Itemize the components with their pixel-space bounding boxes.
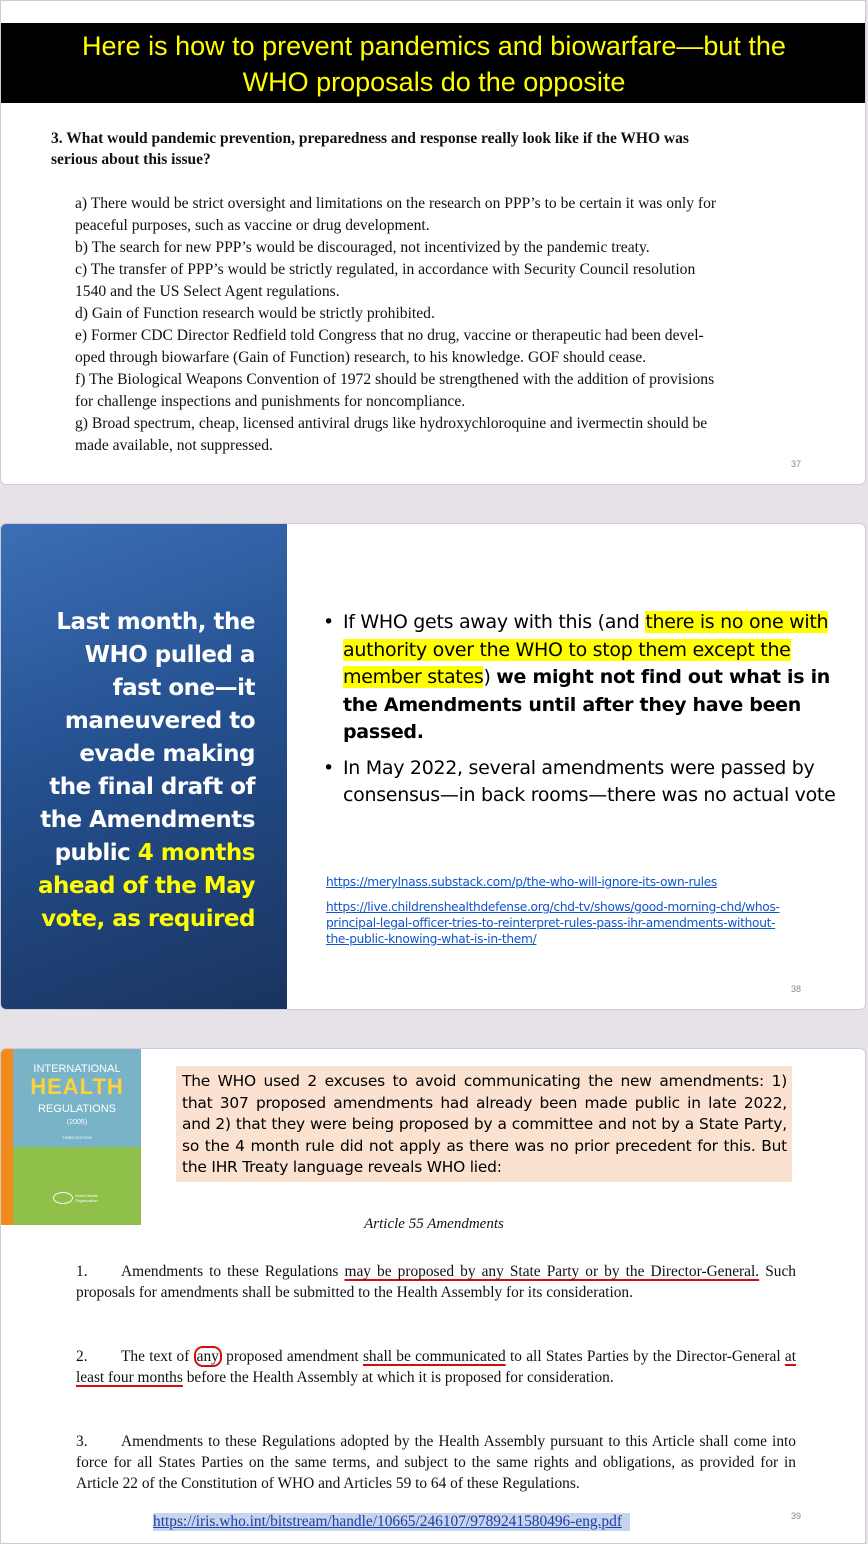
link-childrenshealthdefense[interactable]: https://live.childrenshealthdefense.org/chd-tv/shows/good-morning-chd/whos-principal-legal-officer-tries-to-reinterpret-rules-pass-ihr-amendments-without-the-public-knowing-what-is-in-them/ [326, 900, 780, 946]
cover-text: INTERNATIONAL [33, 1063, 121, 1075]
left-yellow-text: vote, as required [41, 906, 255, 932]
article-title: Article 55 Amendments [364, 1216, 504, 1232]
left-public: public [54, 840, 138, 866]
left-line [5, 837, 255, 870]
slide-38 [0, 523, 866, 1010]
page-number: 37 [791, 459, 802, 469]
bold-text: we might not find out what is in the Amendments until after they have been passed. [343, 666, 831, 743]
red-underlined-text: may be proposed by any State Party or by the Director-General. [344, 1263, 760, 1280]
paragraph-number: 3. [76, 1433, 88, 1450]
cover-title: HEALTH [30, 1074, 124, 1099]
cover-green-block [13, 1147, 141, 1225]
highlighted-text: there is no one with authority over the WHO to stop them except the member states [343, 611, 829, 688]
red-underlined-text: at least four months [76, 1348, 796, 1386]
answer-line: 1540 and the US Select Agent regulations. [75, 283, 340, 300]
who-logo-icon [53, 1192, 73, 1204]
left-line: the Amendments [40, 807, 255, 833]
bullet-item [323, 609, 848, 747]
article-paragraph-3 [76, 1431, 796, 1494]
link-merylnass[interactable]: https://merylnass.substack.com/p/the-who-will-ignore-its-own-rules [326, 875, 717, 889]
left-blue-panel [1, 524, 287, 1010]
bullet-text: ) [483, 666, 497, 688]
ihr-book-cover [1, 1049, 141, 1225]
paragraph-text: to all States Parties by the Director-General [505, 1348, 785, 1365]
answer-line: g) Broad spectrum, cheap, licensed antiviral drugs like hydroxychloroquine and ivermectin should be [75, 415, 708, 432]
slide-title-banner [1, 23, 866, 103]
callout-box: The WHO used 2 excuses to avoid communicating the new amendments: 1) that 307 proposed amendments had already been made public in late 2022, and 2) that they were being proposed by a committee and not by a State Party, so the 4 month rule did not apply as there was no prior precedent for this. But the IHR Treaty language reveals WHO lied: [176, 1066, 792, 1182]
who-source-link[interactable]: https://iris.who.int/bitstream/handle/10665/246107/9789241580496-eng.pdf [153, 1513, 630, 1531]
answer-line: c) The transfer of PPP’s would be strictly regulated, in accordance with Security Council resolution [75, 261, 696, 278]
paragraph-number: 1. [76, 1263, 88, 1280]
left-panel-text [5, 606, 255, 936]
cover-orange-strip [1, 1049, 13, 1225]
banner-line-2: WHO proposals do the opposite [242, 67, 626, 97]
left-line: maneuvered to [64, 708, 255, 734]
left-line: WHO pulled a [84, 642, 255, 668]
bullet-item [323, 755, 848, 810]
bullet-text: In May 2022, several amendments were passed by consensus—in back rooms—there was no actual vote [343, 756, 836, 806]
page-number: 38 [791, 984, 802, 994]
paragraph-text: Such proposals for amendments shall be submitted to the Health Assembly for its consideration. [76, 1263, 796, 1301]
slide-37 [0, 0, 866, 485]
slide-39 [0, 1048, 866, 1544]
answer-line: f) The Biological Weapons Convention of 1972 should be strengthened with the addition of provisions [75, 371, 715, 388]
question-line-1: 3. What would pandemic prevention, preparedness and response really look like if the WHO was [51, 130, 689, 147]
bullet-list [323, 609, 848, 818]
article-paragraph-2 [76, 1346, 796, 1388]
article-paragraph-1 [76, 1261, 796, 1303]
cover-edition: THIRD EDITION [62, 1135, 92, 1140]
paragraph-text: Amendments to these Regulations adopted by the Health Assembly pursuant to this Article shall come into force for all States Parties on the same terms, and subject to the same rights and obligations, as provided for in Article 22 of the Constitution of WHO and Articles 59 to 64 of these Regulations. [76, 1433, 796, 1492]
answer-line: for challenge inspections and punishments for noncompliance. [75, 393, 466, 410]
answer-line: b) The search for new PPP’s would be discouraged, not incentivized by the pandemic treaty. [75, 239, 650, 256]
cover-year: (2005) [66, 1119, 88, 1126]
answer-line: oped through biowarfare (Gain of Function) research, to his knowledge. GOF should cease. [75, 349, 647, 366]
paragraph-number: 2. [76, 1348, 88, 1365]
left-line: the final draft of [49, 774, 255, 800]
left-line: Last month, the [56, 609, 255, 635]
red-circled-word: any [194, 1346, 222, 1367]
answer-line: peaceful purposes, such as vaccine or drug development. [75, 217, 430, 234]
cover-org: World Health Organization [75, 1193, 99, 1203]
left-yellow-text: ahead of the May [38, 873, 255, 899]
page-number: 39 [791, 1511, 802, 1521]
bullet-marker: • [323, 756, 334, 779]
answer-line: d) Gain of Function research would be strictly prohibited. [75, 305, 435, 322]
answer-line: made available, not suppressed. [75, 437, 273, 454]
answer-line: a) There would be strict oversight and limitations on the research on PPP’s to be certain it was only for [75, 195, 717, 212]
bullet-marker: • [323, 611, 334, 633]
banner-line-1: Here is how to prevent pandemics and biowarfare—but the [82, 31, 786, 61]
left-line: evade making [79, 741, 255, 767]
cover-text: REGULATIONS [37, 1103, 117, 1115]
left-line: fast one—it [112, 675, 255, 701]
paragraph-text: before the Health Assembly at which it is proposed for consideration. [182, 1369, 614, 1386]
red-underlined-text: shall be communicated [362, 1348, 506, 1365]
question-line-2: serious about this issue? [51, 151, 211, 168]
answer-list [75, 193, 835, 457]
paragraph-text: The text of [121, 1348, 194, 1365]
bullet-text: If WHO gets away with this (and [343, 611, 646, 633]
reference-links [326, 874, 796, 956]
answer-line: e) Former CDC Director Redfield told Congress that no drug, vaccine or therapeutic had been devel- [75, 327, 704, 344]
question-heading [51, 128, 831, 170]
paragraph-text: Amendments to these Regulations [121, 1263, 345, 1280]
paragraph-text: proposed amendment [221, 1348, 363, 1365]
left-yellow-text: 4 months [137, 840, 255, 866]
